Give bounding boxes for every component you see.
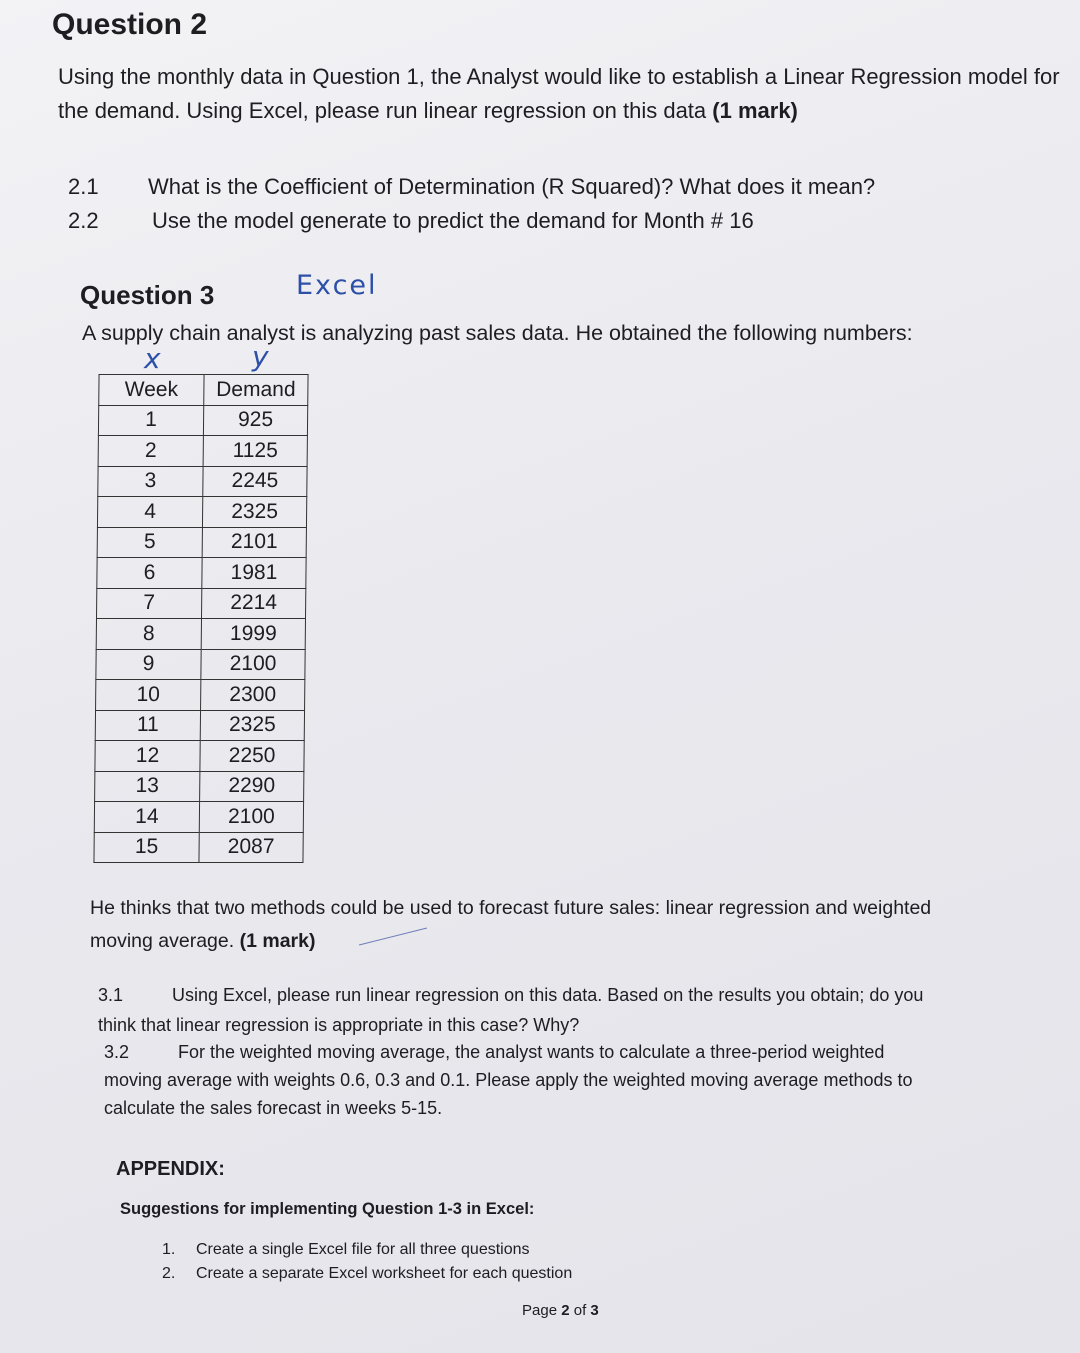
page-number	[522, 1302, 599, 1319]
demand-cell: 1999	[201, 619, 305, 650]
q2-intro-line1: Using the monthly data in Question 1, the Analyst would like to establish a Linear Regression model for	[58, 64, 1060, 89]
q3-item-3-1	[98, 980, 1038, 1040]
q3-methods-line2-text: moving average.	[90, 930, 235, 952]
demand-cell: 2087	[199, 832, 303, 863]
appendix-heading: APPENDIX:	[116, 1158, 225, 1180]
q2-heading: Question 2	[52, 8, 208, 41]
table-row	[96, 680, 305, 711]
q3-methods-line1: He thinks that two methods could be used to forecast future sales: linear regression and weighted	[90, 897, 932, 919]
handwritten-x-label: x	[144, 342, 161, 375]
q2-intro-line2-text: the demand. Using Excel, please run linear regression on this data	[58, 98, 707, 123]
demand-cell: 2100	[201, 649, 305, 680]
week-cell: 5	[97, 527, 202, 558]
week-cell: 6	[97, 558, 202, 589]
table-row	[96, 619, 305, 650]
handwritten-excel-note: Excel	[296, 270, 378, 301]
q2-item-2-1-num: 2.1	[68, 174, 99, 199]
table-row	[95, 710, 304, 741]
q2-item-2-2-num: 2.2	[68, 208, 99, 233]
q3-methods-line2	[90, 925, 1050, 958]
handwritten-y-label: y	[252, 340, 269, 373]
week-cell: 11	[95, 710, 200, 741]
week-cell: 12	[95, 741, 200, 772]
page-of: of	[573, 1302, 587, 1319]
list-item-text: Create a single Excel file for all three questions	[196, 1241, 530, 1258]
demand-cell: 2290	[200, 771, 304, 802]
week-cell: 8	[96, 619, 201, 650]
table-row	[97, 588, 306, 619]
demand-cell: 2214	[202, 588, 306, 619]
page-total: 3	[590, 1302, 599, 1319]
table-row	[98, 405, 307, 436]
q3-intro: A supply chain analyst is analyzing past sales data. He obtained the following numbers:	[82, 321, 913, 345]
demand-cell: 2245	[203, 466, 307, 497]
q3-item-3-1-line2: think that linear regression is appropriate in this case? Why?	[98, 1015, 580, 1035]
demand-cell: 925	[203, 405, 307, 436]
week-cell: 14	[94, 802, 199, 833]
table-row	[96, 649, 305, 680]
sales-data-table	[93, 374, 308, 863]
week-cell: 4	[97, 497, 202, 528]
q3-item-3-2-line1	[104, 1038, 1044, 1066]
table-row	[97, 497, 306, 528]
q3-item-3-2-num: 3.2	[104, 1042, 130, 1062]
column-header-week: Week	[99, 375, 204, 406]
list-item	[162, 1238, 572, 1262]
demand-cell: 2325	[200, 710, 304, 741]
table-row	[97, 558, 306, 589]
table-header-row	[99, 375, 308, 406]
table-row	[98, 436, 307, 467]
table-row	[94, 802, 303, 833]
demand-cell: 2300	[201, 680, 305, 711]
list-item-num: 1.	[162, 1241, 176, 1258]
q3-item-3-2	[104, 1038, 1044, 1122]
demand-cell: 2101	[202, 527, 306, 558]
q3-methods-mark: (1 mark)	[239, 930, 316, 952]
table-row	[95, 771, 304, 802]
q3-methods	[90, 892, 1050, 958]
q3-item-3-1-text1: Using Excel, please run linear regression on this data. Based on the results you obtain; do you	[172, 985, 924, 1005]
demand-cell: 2325	[202, 497, 306, 528]
demand-cell: 2250	[200, 741, 304, 772]
demand-cell: 1981	[202, 558, 306, 589]
page-label: Page	[522, 1302, 558, 1319]
week-cell: 1	[98, 405, 203, 436]
q3-item-3-1-num: 3.1	[98, 985, 124, 1005]
appendix-list	[162, 1238, 572, 1286]
page-current: 2	[561, 1302, 570, 1319]
week-cell: 9	[96, 649, 201, 680]
week-cell: 2	[98, 436, 203, 467]
demand-cell: 1125	[203, 436, 307, 467]
week-cell: 10	[96, 680, 201, 711]
q3-item-3-2-line2: moving average with weights 0.6, 0.3 and 0.1. Please apply the weighted moving average methods to	[104, 1070, 913, 1090]
week-cell: 3	[98, 466, 203, 497]
q2-intro	[58, 60, 1068, 128]
q3-item-3-1-line1	[98, 980, 1038, 1010]
table-row	[95, 741, 304, 772]
week-cell: 7	[97, 588, 202, 619]
list-item-text: Create a separate Excel worksheet for each question	[196, 1265, 573, 1282]
q2-intro-line2	[58, 94, 1068, 128]
q3-item-3-2-line3: calculate the sales forecast in weeks 5-15.	[104, 1098, 443, 1118]
list-item	[162, 1262, 572, 1286]
table-row	[94, 832, 303, 863]
q2-intro-mark: (1 mark)	[712, 98, 798, 123]
appendix-subheading: Suggestions for implementing Question 1-3 in Excel:	[120, 1200, 535, 1218]
table-row	[97, 527, 306, 558]
week-cell: 15	[94, 832, 199, 863]
q3-item-3-2-text1: For the weighted moving average, the analyst wants to calculate a three-period weighted	[178, 1042, 885, 1062]
column-header-demand: Demand	[204, 375, 308, 406]
q3-heading: Question 3	[80, 280, 215, 310]
q2-item-2-1-text: What is the Coefficient of Determination (R Squared)? What does it mean?	[148, 174, 876, 199]
list-item-num: 2.	[162, 1265, 176, 1282]
q2-item-2-2-text: Use the model generate to predict the demand for Month # 16	[152, 208, 754, 233]
table-row	[98, 466, 307, 497]
week-cell: 13	[95, 771, 200, 802]
demand-cell: 2100	[199, 802, 303, 833]
